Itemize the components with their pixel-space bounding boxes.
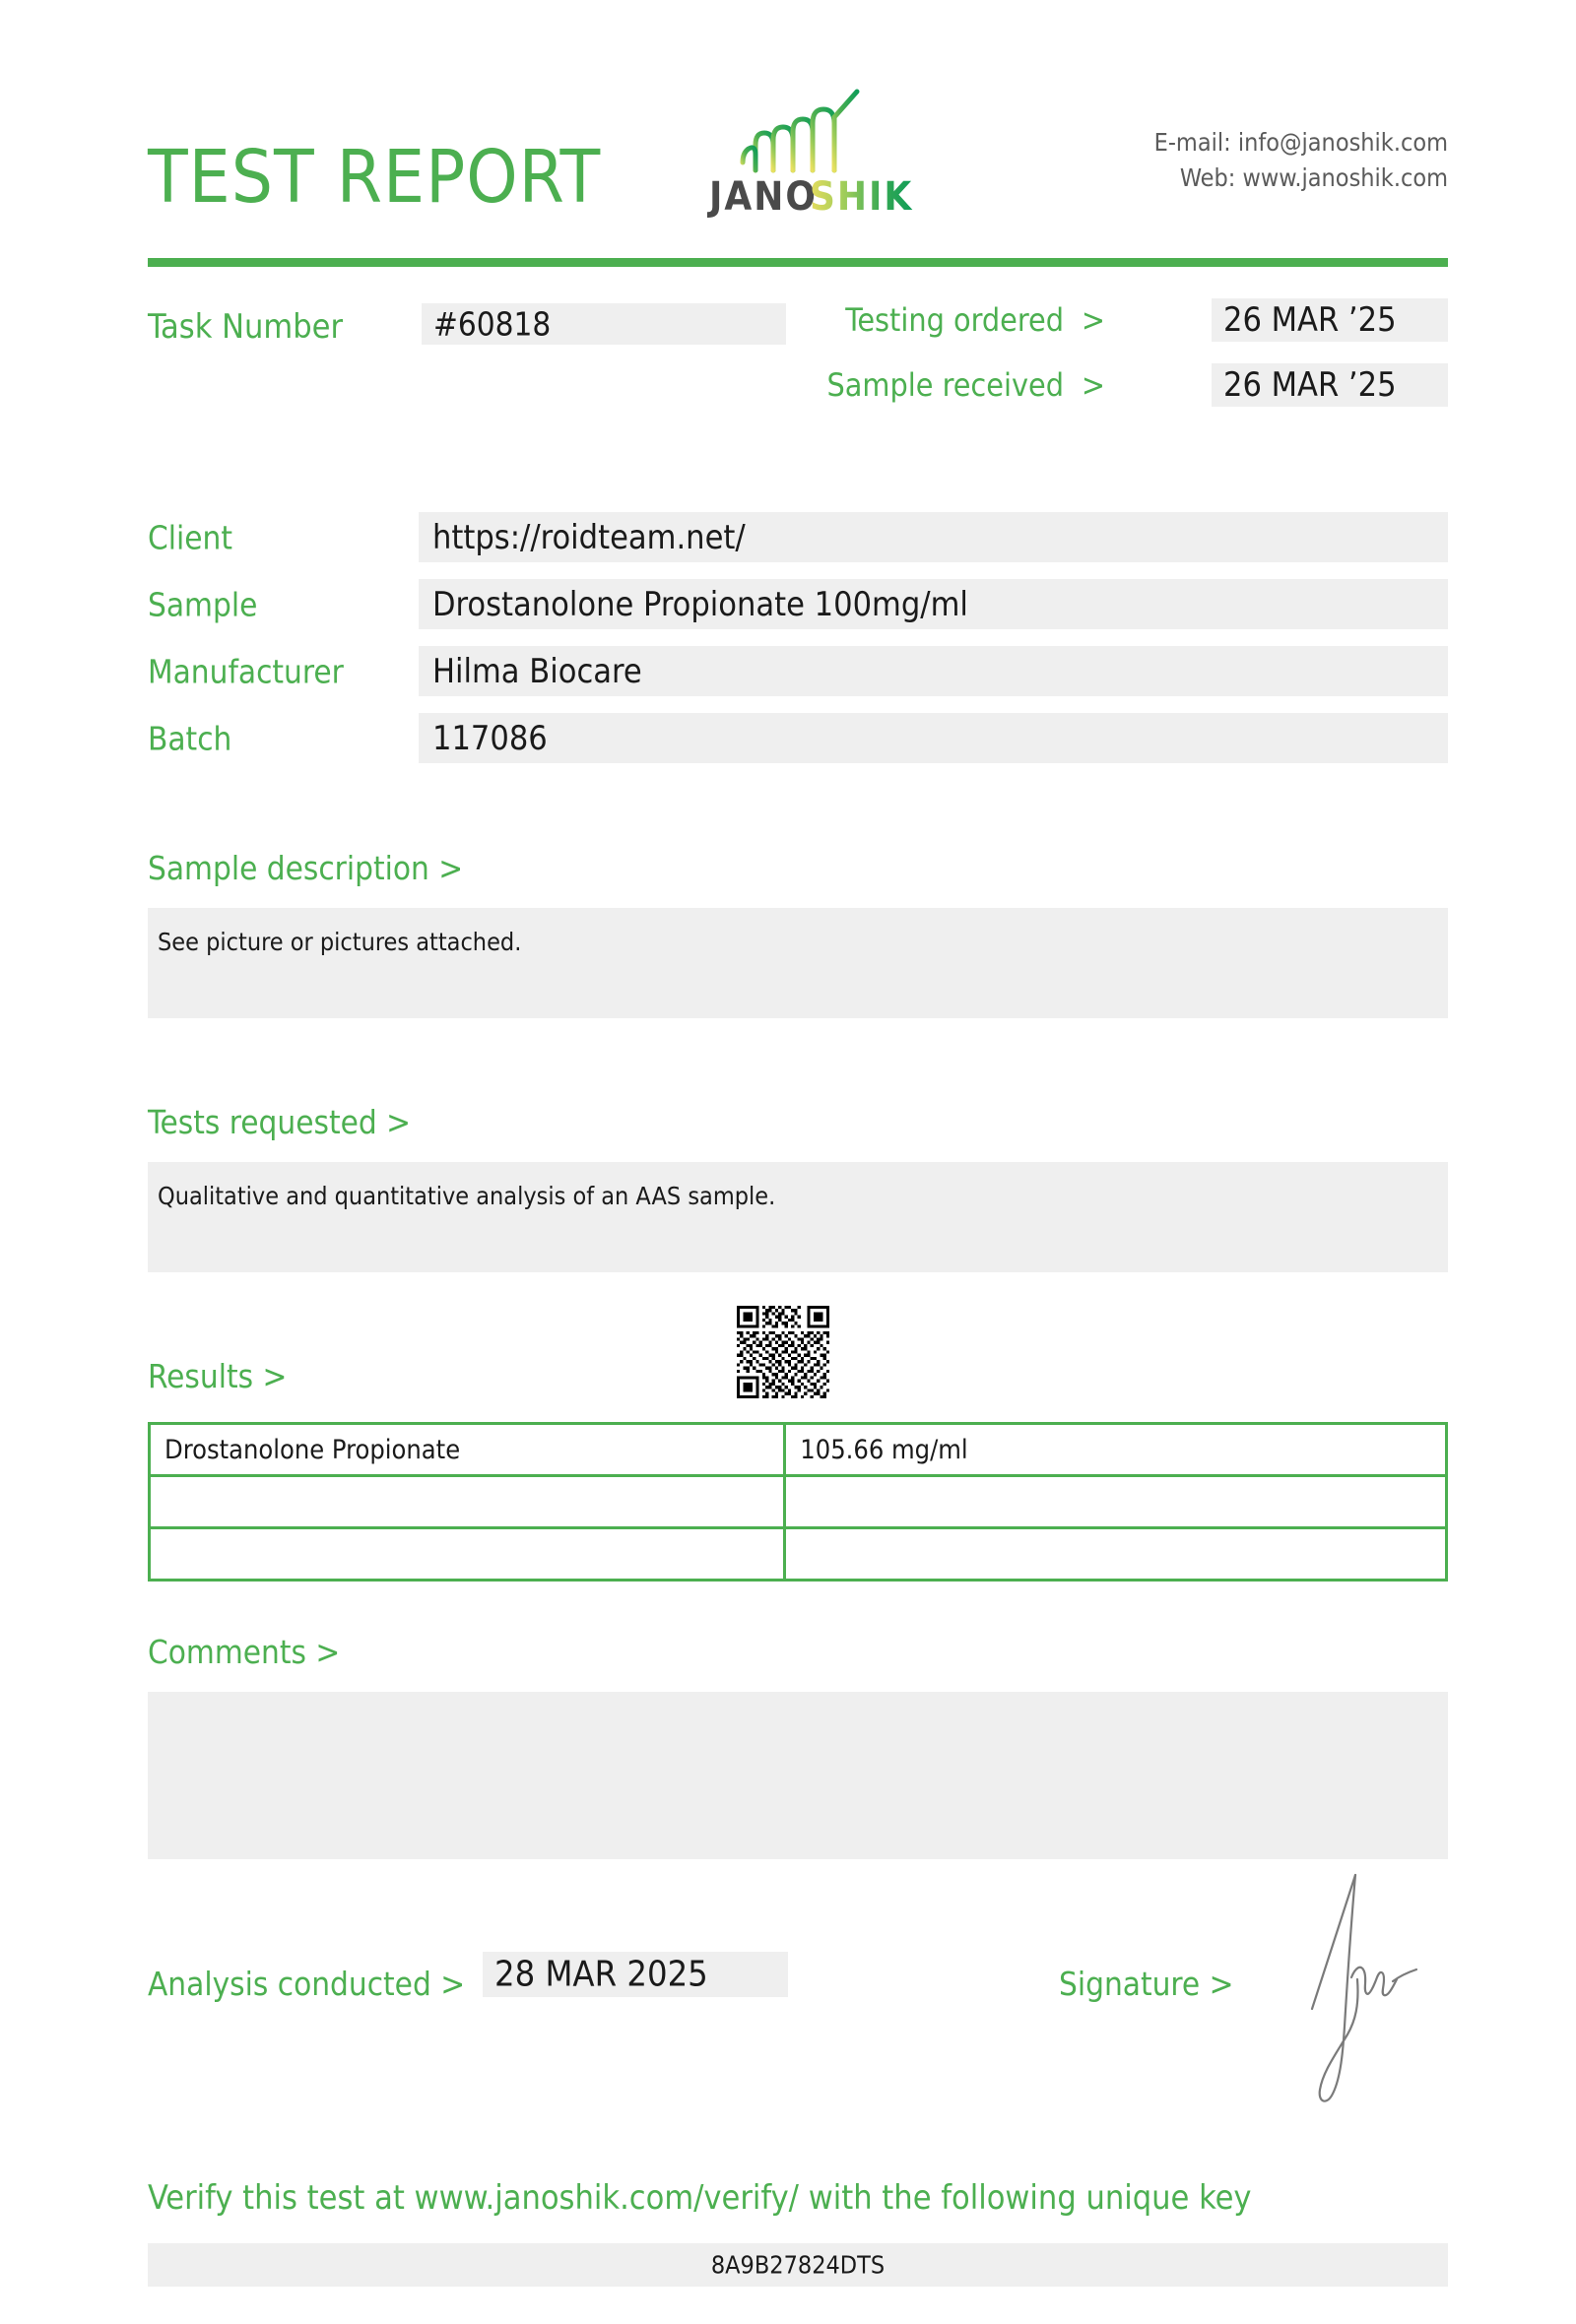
- sample-value: Drostanolone Propionate 100mg/ml: [432, 584, 968, 624]
- signature-label: Signature >: [1059, 1965, 1234, 2003]
- batch-value: 117086: [432, 718, 548, 758]
- info-row-sample: [148, 579, 1448, 629]
- logo-text-shik: SHIK: [810, 174, 914, 220]
- sample-field: [419, 579, 1448, 629]
- sample-label: Sample: [148, 585, 258, 623]
- sample-description-box: [148, 908, 1448, 1018]
- header-divider: [148, 258, 1448, 267]
- sample-received-value: 26 MAR ’25: [1223, 365, 1397, 405]
- task-number-value: #60818: [433, 304, 552, 344]
- report-header: [148, 74, 1448, 222]
- manufacturer-value: Hilma Biocare: [432, 651, 642, 691]
- results-heading: Results >: [148, 1357, 288, 1395]
- table-row: [150, 1424, 1447, 1476]
- logo-mark-icon: [743, 92, 857, 170]
- result-name: [150, 1476, 785, 1528]
- contact-web: Web: www.janoshik.com: [1179, 162, 1448, 192]
- batch-field: [419, 713, 1448, 763]
- unique-key-bar: [148, 2243, 1448, 2287]
- date-rows: [808, 298, 1448, 428]
- logo-text-jano: JANO: [709, 174, 818, 220]
- batch-label: Batch: [148, 719, 232, 757]
- verify-text: Verify this test at www.janoshik.com/verify/ with the following unique key: [148, 2178, 1252, 2218]
- sample-received-row: [808, 363, 1448, 407]
- testing-ordered-row: [808, 298, 1448, 342]
- analysis-conducted-value: 28 MAR 2025: [494, 1954, 708, 1995]
- contact-email: E-mail: info@janoshik.com: [1153, 128, 1448, 157]
- tests-requested-heading: Tests requested >: [148, 1103, 412, 1141]
- testing-ordered-chevron: >: [1081, 301, 1105, 339]
- task-number-label: Task Number: [148, 307, 344, 347]
- client-value: https://roidteam.net/: [432, 517, 746, 557]
- testing-ordered-label: Testing ordered: [845, 301, 1064, 339]
- manufacturer-field: [419, 646, 1448, 696]
- sample-description-heading: Sample description >: [148, 849, 464, 887]
- janoshik-logo: [699, 84, 926, 222]
- tests-requested-box: [148, 1162, 1448, 1272]
- result-name: [150, 1528, 785, 1581]
- client-label: Client: [148, 518, 232, 556]
- testing-ordered-value: 26 MAR ’25: [1223, 300, 1397, 340]
- info-row-manufacturer: [148, 646, 1448, 696]
- comments-heading: Comments >: [148, 1633, 341, 1671]
- result-value: 105.66 mg/ml: [785, 1424, 1447, 1476]
- signature-icon: [1290, 1861, 1418, 2107]
- analysis-conducted-label: Analysis conducted >: [148, 1965, 466, 2003]
- table-row: [150, 1476, 1447, 1528]
- sample-received-chevron: >: [1081, 366, 1105, 404]
- result-name: Drostanolone Propionate: [150, 1424, 785, 1476]
- sample-received-label: Sample received: [826, 366, 1064, 404]
- testing-ordered-field: [1212, 298, 1448, 342]
- tests-requested-text: Qualitative and quantitative analysis of an AAS sample.: [158, 1182, 776, 1210]
- contact-info: [1154, 125, 1448, 195]
- info-row-client: [148, 512, 1448, 562]
- client-field: [419, 512, 1448, 562]
- sample-description-text: See picture or pictures attached.: [158, 928, 522, 956]
- table-row: [150, 1528, 1447, 1581]
- info-row-batch: [148, 713, 1448, 763]
- comments-box: [148, 1692, 1448, 1859]
- result-value: [785, 1528, 1447, 1581]
- results-table: [148, 1422, 1448, 1582]
- sample-received-field: [1212, 363, 1448, 407]
- page-title: TEST REPORT: [148, 135, 602, 220]
- task-number-field: [422, 303, 786, 345]
- unique-key-value: 8A9B27824DTS: [710, 2250, 886, 2280]
- analysis-conducted-field: [483, 1952, 788, 1997]
- result-value: [785, 1476, 1447, 1528]
- qr-code-icon: [730, 1306, 836, 1398]
- manufacturer-label: Manufacturer: [148, 652, 344, 690]
- sample-info-block: [148, 512, 1448, 780]
